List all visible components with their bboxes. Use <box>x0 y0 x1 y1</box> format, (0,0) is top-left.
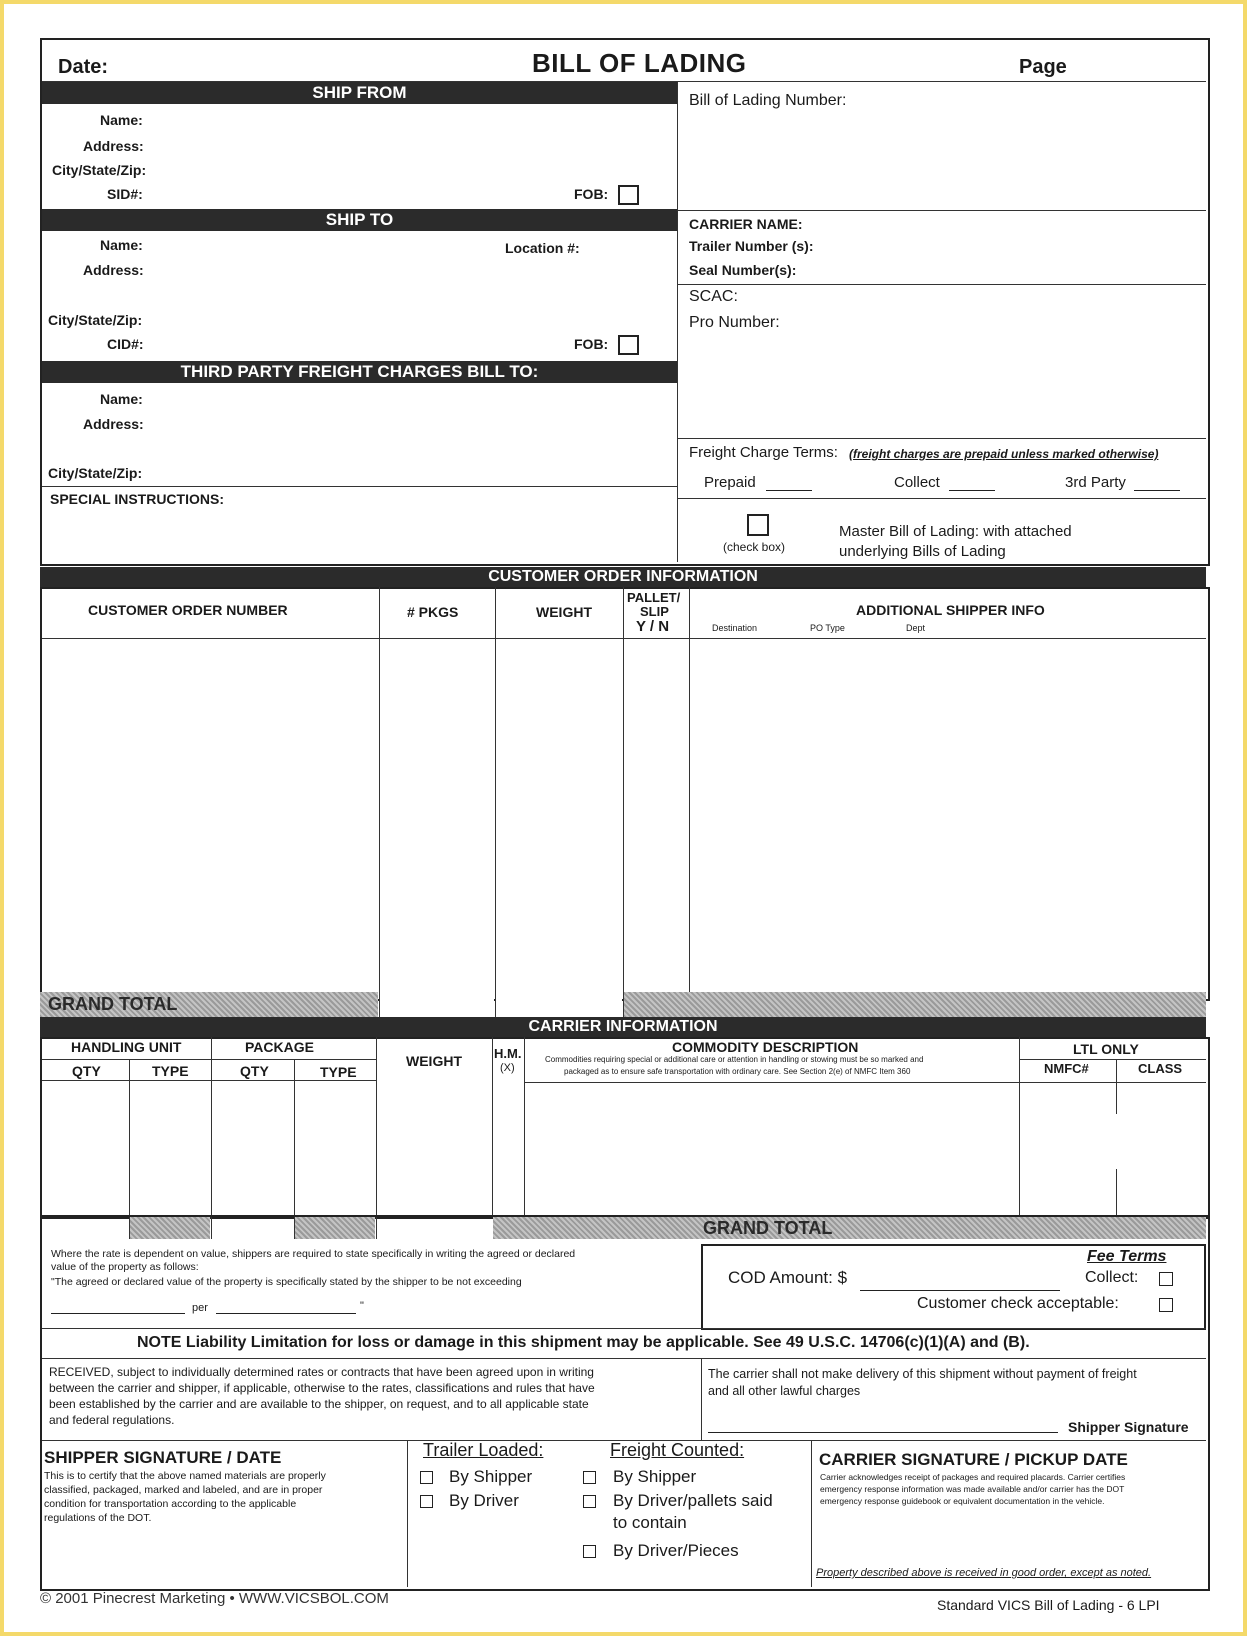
ship-to-name-label: Name: <box>100 237 143 253</box>
package-header: PACKAGE <box>245 1039 314 1055</box>
freight-by-shipper-checkbox[interactable] <box>583 1471 596 1484</box>
ship-from-fob-checkbox[interactable] <box>618 185 639 205</box>
freight-terms-label: Freight Charge Terms: <box>689 444 838 461</box>
ship-to-bar: SHIP TO <box>42 209 677 231</box>
trailer-by-driver-checkbox[interactable] <box>420 1495 433 1508</box>
seal-number-label: Seal Number(s): <box>689 262 797 278</box>
freight-by-shipper-label: By Shipper <box>613 1467 697 1486</box>
ship-from-city-label: City/State/Zip: <box>52 162 147 178</box>
trailer-by-shipper-checkbox[interactable] <box>420 1471 433 1484</box>
freight-counted-title: Freight Counted: <box>610 1440 745 1460</box>
third-party-blank[interactable] <box>1134 476 1180 491</box>
trailer-by-driver-label: By Driver <box>449 1491 519 1510</box>
nmfc-header: NMFC# <box>1044 1061 1089 1076</box>
hu-type-header: TYPE <box>152 1063 189 1079</box>
pro-number-label: Pro Number: <box>689 314 780 331</box>
trailer-loaded-title: Trailer Loaded: <box>423 1440 544 1460</box>
received-line-1: RECEIVED, subject to individually determined rates or contracts that have been agreed upon in writing <box>49 1365 594 1379</box>
sub-destination: Destination <box>712 623 758 633</box>
prepaid-blank[interactable] <box>766 476 812 491</box>
page-label: Page <box>1019 56 1067 78</box>
cod-amount-blank[interactable] <box>860 1274 1060 1291</box>
master-bol-line1: Master Bill of Lading: with attached <box>839 523 1072 540</box>
carrier-delivery-line-2: and all other lawful charges <box>708 1384 861 1398</box>
master-bol-line2: underlying Bills of Lading <box>839 543 1006 560</box>
shipper-signature-label: Shipper Signature <box>1068 1419 1189 1435</box>
master-bol-check-label: (check box) <box>723 540 786 554</box>
carrier-sig-title: CARRIER SIGNATURE / PICKUP DATE <box>819 1450 1128 1469</box>
third-party-city-label: City/State/Zip: <box>48 465 143 481</box>
sub-dept: Dept <box>906 623 926 633</box>
hu-qty-header: QTY <box>72 1063 101 1079</box>
ship-to-city-label: City/State/Zip: <box>48 312 143 328</box>
grand-total-weight-cell[interactable] <box>496 992 622 1018</box>
shipper-sig-line-1: This is to certify that the above named materials are properly <box>44 1470 326 1482</box>
ship-to-fob-checkbox[interactable] <box>618 335 639 355</box>
grand-total-label-2: GRAND TOTAL <box>703 1218 833 1238</box>
cod-collect-checkbox[interactable] <box>1159 1272 1173 1286</box>
carrier-info-table <box>40 1037 1210 1219</box>
freight-by-driver-pieces-checkbox[interactable] <box>583 1545 596 1558</box>
third-party-terms-label: 3rd Party <box>1065 474 1126 491</box>
carrier-sig-line-2: emergency response information was made available and/or carrier has the DOT <box>820 1484 1125 1494</box>
shipper-signature-line[interactable] <box>708 1416 1058 1433</box>
footer-form-name: Standard VICS Bill of Lading - 6 LPI <box>937 1597 1160 1613</box>
handling-unit-header: HANDLING UNIT <box>71 1039 182 1055</box>
form-title: BILL OF LADING <box>532 48 747 78</box>
ship-from-sid-label: SID#: <box>107 186 143 202</box>
commodity-note-1: Commodities requiring special or additional care or attention in handling or stowing must be so marked and <box>545 1055 924 1064</box>
col-pallet-1: PALLET/ <box>627 590 681 605</box>
third-party-name-label: Name: <box>100 391 143 407</box>
hm-x-header: (X) <box>500 1062 515 1074</box>
grand-total-label-1: GRAND TOTAL <box>48 994 178 1014</box>
ship-from-bar: SHIP FROM <box>42 82 677 104</box>
liability-note: NOTE Liability Limitation for loss or damage in this shipment may be applicable. See 49 U.S.C. 14706(c)(1)(A) and (B). <box>137 1334 1030 1351</box>
collect-blank[interactable] <box>949 476 995 491</box>
grand-total-gray-right <box>624 992 1206 1017</box>
freight-terms-note: (freight charges are prepaid unless marked otherwise) <box>849 447 1159 461</box>
master-bol-checkbox[interactable] <box>747 514 769 536</box>
cod-amount-label: COD Amount: $ <box>728 1268 848 1287</box>
ship-from-name-label: Name: <box>100 112 143 128</box>
trailer-number-label: Trailer Number (s): <box>689 238 814 254</box>
col-pallet-3: Y / N <box>636 618 670 635</box>
scac-label: SCAC: <box>689 288 738 305</box>
shipper-sig-title: SHIPPER SIGNATURE / DATE <box>44 1448 282 1467</box>
collect-label: Collect <box>894 474 940 491</box>
third-party-address-label: Address: <box>83 416 144 432</box>
col-pallet-2: SLIP <box>640 604 669 619</box>
per-label: per <box>192 1302 208 1314</box>
col-pkgs: # PKGS <box>407 604 459 620</box>
cod-collect-label: Collect: <box>1085 1269 1139 1286</box>
prepaid-label: Prepaid <box>704 474 756 491</box>
value-line-3: "The agreed or declared value of the property is specifically stated by the shipper to be not exceeding <box>51 1276 522 1288</box>
pkg-qty-header: QTY <box>240 1063 269 1079</box>
ship-to-location-label: Location #: <box>505 240 580 256</box>
customer-check-label: Customer check acceptable: <box>917 1295 1119 1312</box>
ship-from-fob-label: FOB: <box>574 186 609 202</box>
trailer-by-shipper-label: By Shipper <box>449 1467 533 1486</box>
bill-of-lading-form <box>4 4 1243 1632</box>
carrier-name-label: CARRIER NAME: <box>689 216 803 232</box>
carrier-sig-line-1: Carrier acknowledges receipt of packages and required placards. Carrier certifies <box>820 1472 1126 1482</box>
freight-by-driver-pallets-checkbox[interactable] <box>583 1495 596 1508</box>
freight-by-driver-pieces-label: By Driver/Pieces <box>613 1541 739 1560</box>
received-line-3: been established by the carrier and are available to the shipper, on request, and to all applicable state <box>49 1397 589 1411</box>
customer-order-table <box>40 587 1210 1001</box>
carrier-info-bar: CARRIER INFORMATION <box>40 1017 1206 1037</box>
pkg-type-header: TYPE <box>320 1064 357 1080</box>
value-line-2: value of the property as follows: <box>51 1261 199 1273</box>
carrier-weight-header: WEIGHT <box>406 1053 462 1069</box>
freight-to-contain-label: to contain <box>613 1513 687 1532</box>
received-line-2: between the carrier and shipper, if applicable, otherwise to the rates, classifications and rules that have <box>49 1381 595 1395</box>
received-line-4: and federal regulations. <box>49 1413 175 1427</box>
sub-po-type: PO Type <box>810 623 845 633</box>
grand-total-pkgs-cell[interactable] <box>380 992 494 1018</box>
ship-to-cid-label: CID#: <box>107 336 144 352</box>
carrier-sig-line-3: emergency response guidebook or equivalent documentation in the vehicle. <box>820 1496 1105 1506</box>
special-instructions-label: SPECIAL INSTRUCTIONS: <box>50 491 224 507</box>
col-additional-info: ADDITIONAL SHIPPER INFO <box>856 602 1045 618</box>
carrier-received-note: Property described above is received in good order, except as noted. <box>816 1567 1152 1579</box>
customer-check-checkbox[interactable] <box>1159 1298 1173 1312</box>
ship-to-fob-label: FOB: <box>574 336 609 352</box>
col-weight: WEIGHT <box>536 604 592 620</box>
commodity-header: COMMODITY DESCRIPTION <box>672 1039 859 1055</box>
bol-number-label: Bill of Lading Number: <box>689 92 847 109</box>
col-customer-order-number: CUSTOMER ORDER NUMBER <box>88 602 288 618</box>
class-header: CLASS <box>1138 1061 1183 1076</box>
ltl-only-header: LTL ONLY <box>1073 1041 1139 1057</box>
hm-header: H.M. <box>494 1046 522 1061</box>
third-party-bar: THIRD PARTY FREIGHT CHARGES BILL TO: <box>42 361 677 383</box>
value-close-quote: " <box>360 1300 364 1312</box>
per-unit-blank[interactable] <box>216 1301 356 1314</box>
date-label: Date: <box>58 56 109 78</box>
commodity-note-2: packaged as to ensure safe transportation with ordinary care. See Section 2(e) of NMFC Item 360 <box>564 1067 911 1076</box>
shipper-sig-line-4: regulations of the DOT. <box>44 1512 152 1524</box>
ship-from-address-label: Address: <box>83 138 144 154</box>
declared-value-blank[interactable] <box>51 1301 185 1314</box>
shipper-sig-line-3: condition for transportation according to the applicable <box>44 1498 297 1510</box>
value-line-1: Where the rate is dependent on value, shippers are required to state specifically in writing the agreed or declared <box>51 1248 576 1260</box>
carrier-delivery-line-1: The carrier shall not make delivery of this shipment without payment of freight <box>708 1367 1137 1381</box>
shipper-sig-line-2: classified, packaged, marked and labeled, and are in proper <box>44 1484 323 1496</box>
fee-terms-label: Fee Terms <box>1087 1248 1167 1265</box>
footer-copyright: © 2001 Pinecrest Marketing • WWW.VICSBOL.COM <box>40 1590 389 1607</box>
customer-order-bar: CUSTOMER ORDER INFORMATION <box>40 567 1206 587</box>
freight-by-driver-pallets-label: By Driver/pallets said <box>613 1491 773 1510</box>
ship-to-address-label: Address: <box>83 262 144 278</box>
